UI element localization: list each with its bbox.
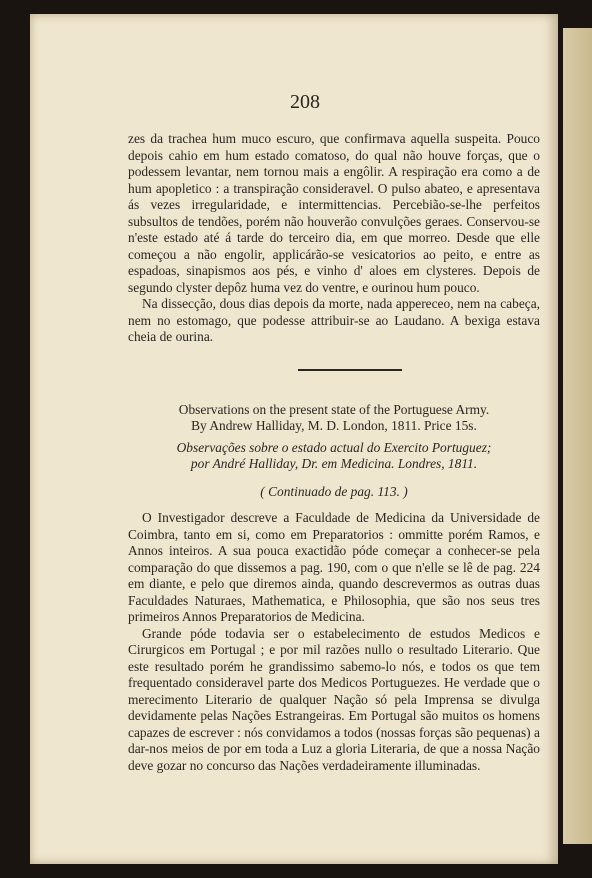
section-divider <box>298 369 402 371</box>
continued-text <box>128 131 540 346</box>
paragraph: Na dissecção, dous dias depois da morte, nada appereceo, nem na cabeça, nem no estomago, que podesse attribuir-se ao Laudano. A bexiga estava cheia de ourina. <box>128 296 540 344</box>
title-line: Observações sobre o estado actual do Exercito Portuguez; <box>176 440 492 455</box>
paragraph: O Investigador descreve a Faculdade de Medicina da Universidade de Coimbra, tanto em si, como em Preparatorios : ommitte porém Ramos, e Annos inteiros. A sua pouca exactidão póde começar a conhecer-se pela comparação do que dissemos a pag. 190, com o que n'elle se lê de pag. 224 em diante, e pelo que diremos ainda, quando descrevermos as outras duas Faculdades Naturaes, Mathematica, e Philosophia, que são nos seus tres primeiros Annos Preparatorios de Medicina. <box>128 510 540 624</box>
next-page-edge <box>563 28 592 844</box>
review-title-english <box>128 402 540 434</box>
title-line: Observations on the present state of the Portuguese Army. <box>178 402 490 417</box>
page-number: 208 <box>290 91 320 113</box>
paragraph: zes da trachea hum muco escuro, que confirmava aquella suspeita. Pouco depois cahio em hum estado comatoso, do qual não houve forças, que o podessem levantar, nem tornou mais a engôlir. A respiração era como a de hum apopletico : a transpiração consideravel. O pulso abateo, e apresentava ás vezes irregularidade, e intermittencias. Percebião-se-lhe perfeitos subsultos de tendões, porém não houverão convulções geraes. Conservou-se n'este estado até á tarde do terceiro dia, em que morreo. Desde que elle começou a não engolir, applicárão-se vesicatorios ao peito, e entre as espadoas, sinapismos aos pés, e vinho d' aloes em clysteres. Depois de segundo clyster depôz huma vez do ventre, e ourinou hum pouco. <box>128 131 540 295</box>
paragraph: Grande póde todavia ser o estabelecimento de estudos Medicos e Cirurgicos em Portugal ; e por mil razões nullo o resultado Literario. Que este resultado porém he grandissimo sabemo-lo nós, e todos os que tem frequentado consideravel parte dos Medicos Portuguezes. He verdade que o merecimento Literario de qualquer Nação só pela Imprensa se divulga devidamente pelas Nações Estrangeiras. Em Portugal são muitos os homens capazes de escrever : nós convidamos a todos (nossas forças são pequenas) a dar-nos meios de por em toda a Luz a gloria Literaria, de que a nossa Nação deve gozar no concurso das Nações verdadeiramente illuminadas. <box>128 625 540 773</box>
review-body <box>128 510 540 774</box>
continuation-note: ( Continuado de pag. 113. ) <box>260 484 408 499</box>
title-line: por André Halliday, Dr. em Medicina. Londres, 1811. <box>190 456 478 471</box>
review-title-portuguese <box>128 440 540 472</box>
title-line: By Andrew Halliday, M. D. London, 1811. Price 15s. <box>191 418 477 433</box>
